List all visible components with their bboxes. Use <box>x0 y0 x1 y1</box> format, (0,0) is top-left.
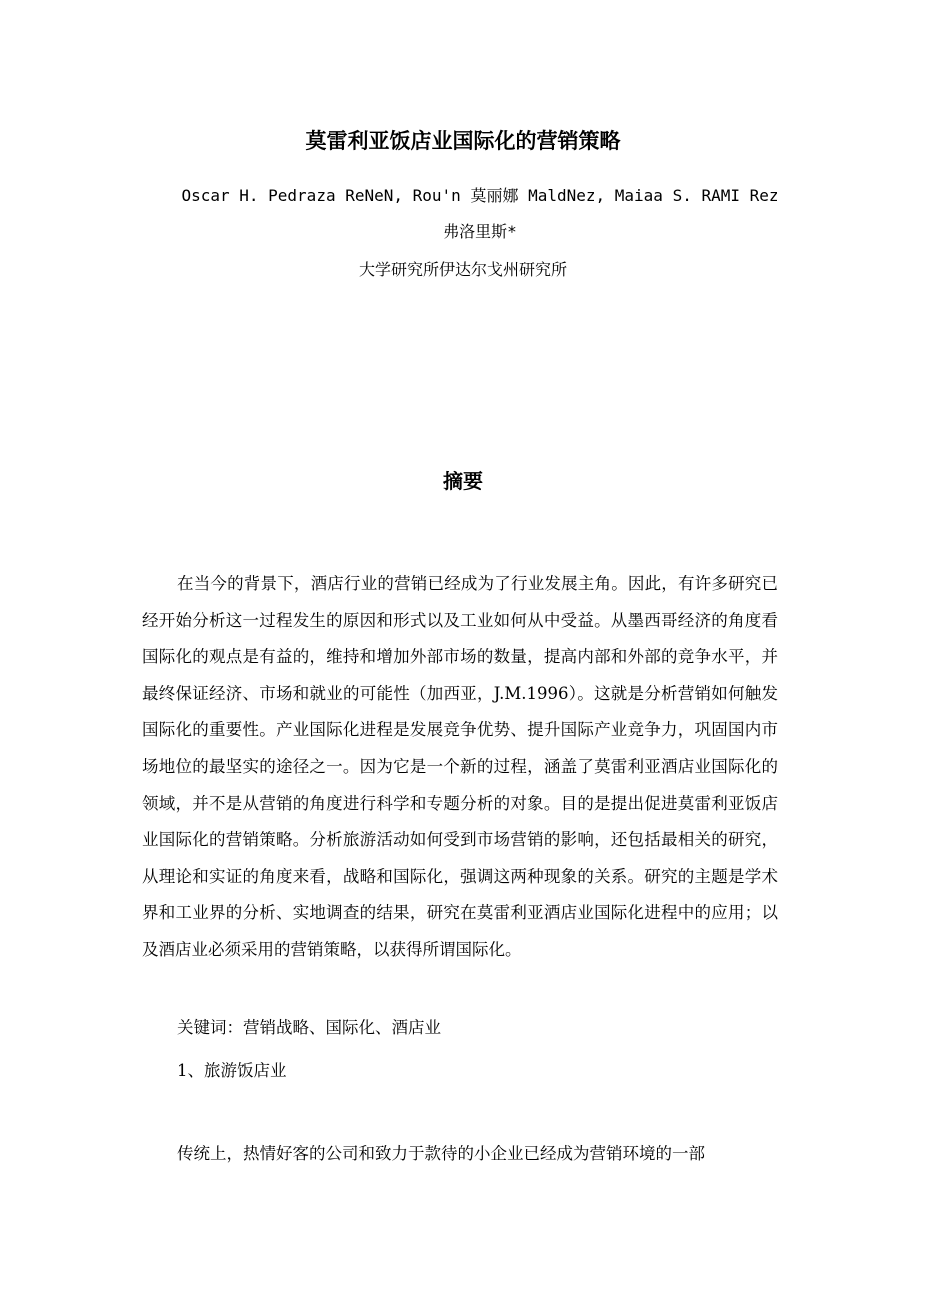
paper-authors: Oscar H. Pedraza ReNeN, Rou'n 莫丽娜 MaldNez, Maiaa S. RAMI Rez 弗洛里斯* <box>181 186 779 241</box>
keywords-line: 关键词：营销战略、国际化、酒店业 <box>177 1018 441 1037</box>
abstract-paragraph: 在当今的背景下，酒店行业的营销已经成为了行业发展主角。因此，有许多研究已经开始分析这一过程发生的原因和形式以及工业如何从中受益。从墨西哥经济的角度看国际化的观点是有益的，维持和增加外部市场的数量，提高内部和外部的竞争水平，并最终保证经济、市场和就业的可能性（加西亚，J.M.1996）。这就是分析营销如何触发国际化的重要性。产业国际化进程是发展竞争优势、提升国际产业竞争力，巩固国内市场地位的最坚实的途径之一。因为它是一个新的过程，涵盖了莫雷利亚酒店业国际化的领域，并不是从营销的角度进行科学和专题分析的对象。目的是提出促进莫雷利亚饭店业国际化的营销策略。分析旅游活动如何受到市场营销的影响，还包括最相关的研究，从理论和实证的角度来看，战略和国际化，强调这两种现象的关系。研究的主题是学术界和工业界的分析、实地调查的结果，研究在莫雷利亚酒店业国际化进程中的应用；以及酒店业必须采用的营销策略，以获得所谓国际化。 <box>142 574 778 959</box>
abstract-heading: 摘要 <box>443 469 483 493</box>
section-heading: 1、旅游饭店业 <box>177 1061 287 1080</box>
paper-affiliation: 大学研究所伊达尔戈州研究所 <box>358 260 567 279</box>
section-paragraph: 传统上，热情好客的公司和致力于款待的小企业已经成为营销环境的一部 <box>177 1144 705 1163</box>
paper-title: 莫雷利亚饭店业国际化的营销策略 <box>305 129 621 153</box>
